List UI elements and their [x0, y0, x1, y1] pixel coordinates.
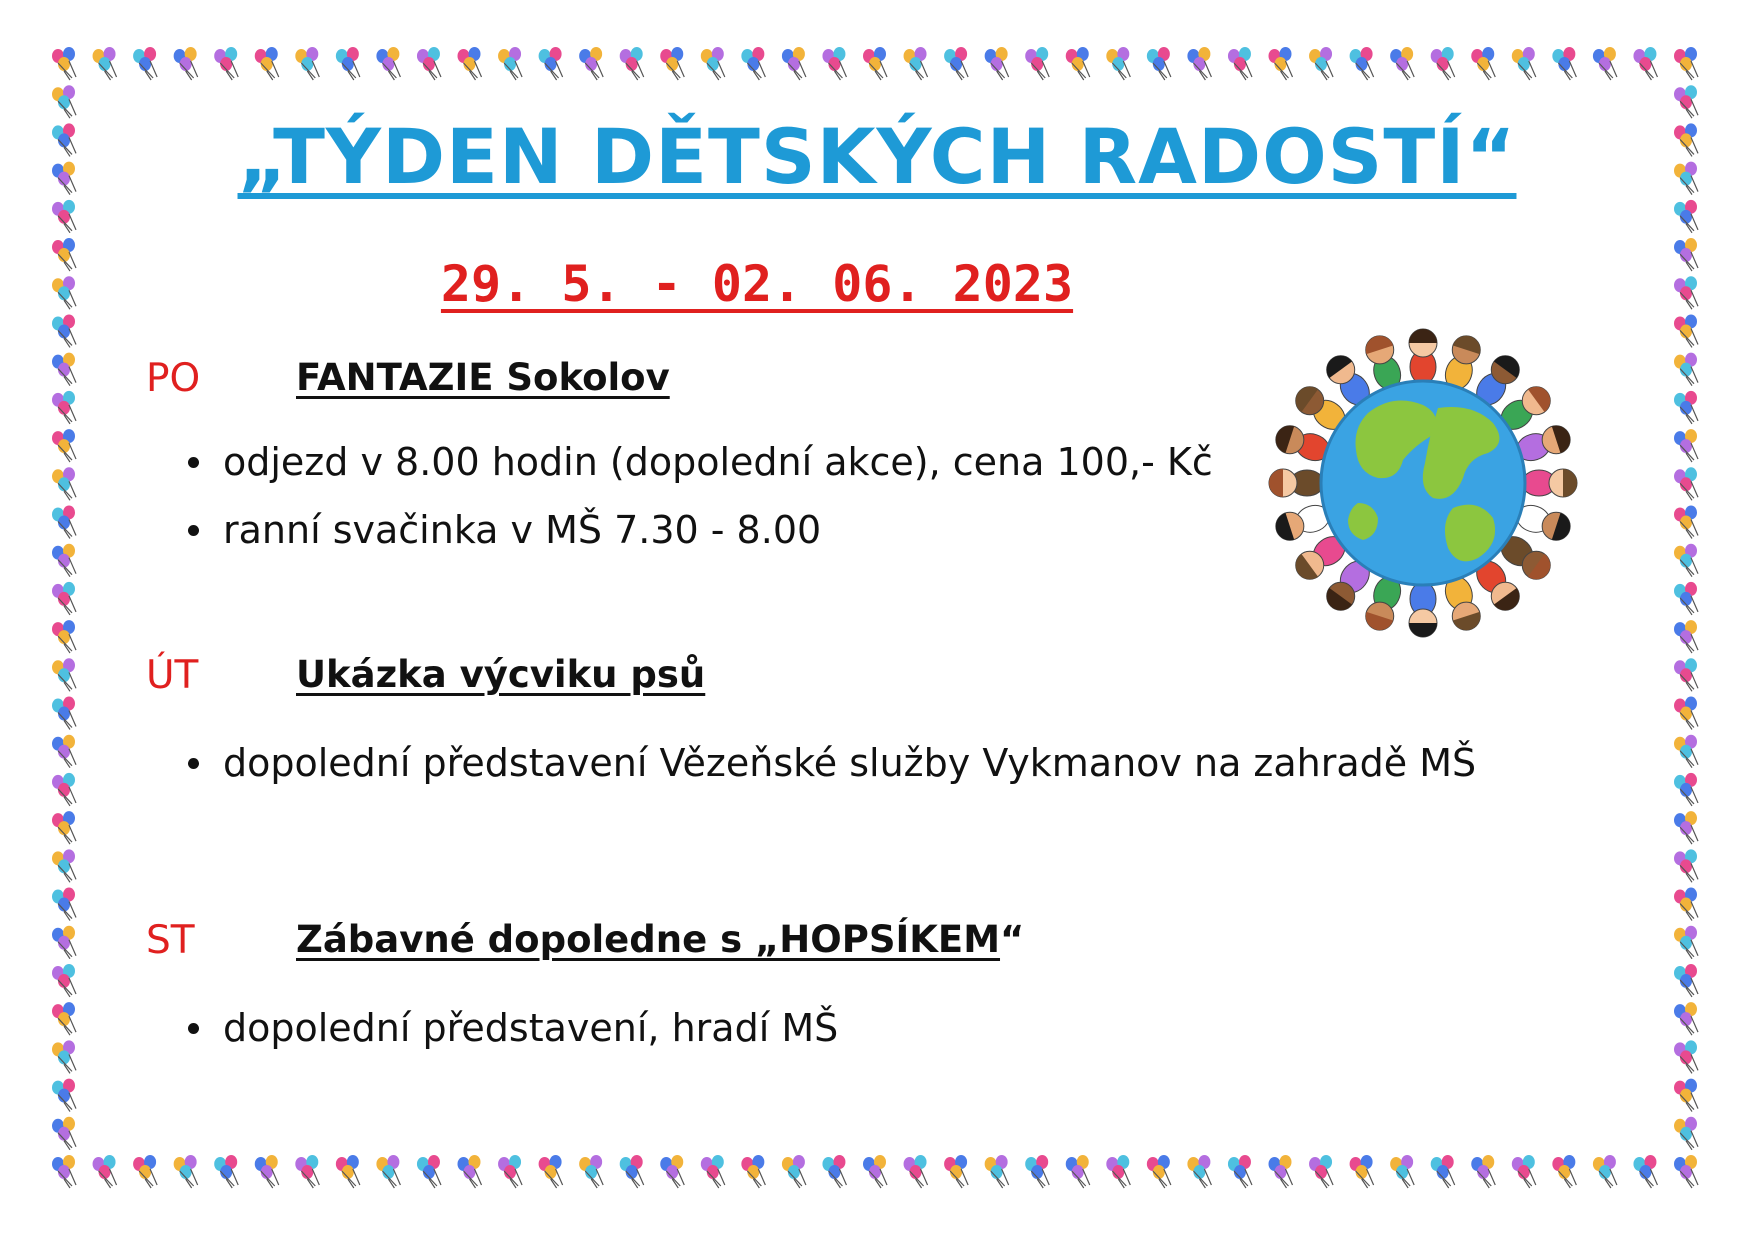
balloons-icon: [1674, 735, 1698, 768]
balloons-icon: [1512, 1155, 1536, 1188]
balloons-icon: [539, 1155, 563, 1188]
balloons-icon: [1512, 47, 1536, 80]
list-item-text: dopolední představení, hradí MŠ: [223, 1006, 839, 1050]
list-item-text: odjezd v 8.00 hodin (dopolední akce), cena 100,- Kč: [223, 440, 1213, 484]
day-label-tuesday: ÚT: [146, 653, 199, 698]
balloons-icon: [863, 1155, 887, 1188]
balloons-icon: [1187, 1155, 1211, 1188]
balloons-icon: [579, 1155, 603, 1188]
balloons-icon: [417, 1155, 441, 1188]
balloons-icon: [1593, 47, 1617, 80]
balloons-icon: [701, 1155, 725, 1188]
balloons-icon: [52, 1002, 76, 1035]
closing-quote: “: [1000, 918, 1025, 961]
balloons-icon: [579, 47, 603, 80]
balloons-icon: [1552, 47, 1576, 80]
list-item-text: ranní svačinka v MŠ 7.30 - 8.00: [223, 508, 822, 552]
balloons-icon: [1674, 47, 1698, 80]
balloons-icon: [1552, 1155, 1576, 1188]
balloons-icon: [52, 658, 76, 691]
balloons-icon: [1593, 1155, 1617, 1188]
balloons-icon: [52, 964, 76, 997]
balloons-icon: [1674, 620, 1698, 653]
balloons-icon: [1674, 1079, 1698, 1112]
balloons-icon: [52, 467, 76, 500]
balloons-icon: [376, 47, 400, 80]
balloons-icon: [52, 735, 76, 768]
balloons-icon: [214, 47, 238, 80]
balloons-icon: [1674, 811, 1698, 844]
balloons-icon: [376, 1155, 400, 1188]
balloons-icon: [1309, 1155, 1333, 1188]
balloons-icon: [1633, 1155, 1657, 1188]
balloons-icon: [1025, 1155, 1049, 1188]
balloons-icon: [133, 47, 157, 80]
balloons-icon: [295, 47, 319, 80]
children-around-globe-icon: [1248, 318, 1598, 648]
balloons-icon: [1187, 47, 1211, 80]
balloons-icon: [1674, 582, 1698, 615]
balloons-icon: [1633, 47, 1657, 80]
balloons-icon: [1106, 1155, 1130, 1188]
balloons-icon: [498, 1155, 522, 1188]
balloons-icon: [1674, 353, 1698, 386]
balloons-icon: [1106, 47, 1130, 80]
balloons-icon: [1674, 391, 1698, 424]
balloons-icon: [1431, 47, 1455, 80]
balloons-icon: [904, 1155, 928, 1188]
balloons-icon: [1228, 47, 1252, 80]
balloons-icon: [1674, 200, 1698, 233]
balloons-icon: [1674, 849, 1698, 882]
balloons-icon: [1350, 1155, 1374, 1188]
balloons-icon: [1147, 47, 1171, 80]
balloons-icon: [741, 47, 765, 80]
balloons-icon: [944, 47, 968, 80]
balloons-icon: [255, 47, 279, 80]
balloons-icon: [52, 888, 76, 921]
balloons-icon: [1431, 1155, 1455, 1188]
event-title-wednesday: Zábavné dopoledne s „HOPSÍKEM“: [296, 918, 1025, 961]
balloons-icon: [174, 1155, 198, 1188]
balloons-icon: [52, 47, 76, 80]
balloons-icon: [52, 429, 76, 462]
balloons-icon: [52, 1155, 76, 1188]
balloons-icon: [660, 47, 684, 80]
balloons-icon: [1350, 47, 1374, 80]
balloons-icon: [1471, 47, 1495, 80]
balloons-icon: [1066, 1155, 1090, 1188]
balloons-icon: [255, 1155, 279, 1188]
balloons-icon: [1674, 1155, 1698, 1188]
balloons-icon: [620, 1155, 644, 1188]
balloons-icon: [1674, 964, 1698, 997]
balloons-icon: [1674, 1002, 1698, 1035]
balloons-icon: [660, 1155, 684, 1188]
balloons-icon: [1674, 773, 1698, 806]
balloons-icon: [52, 849, 76, 882]
balloons-icon: [214, 1155, 238, 1188]
balloons-icon: [782, 1155, 806, 1188]
balloons-icon: [336, 47, 360, 80]
balloons-icon: [52, 773, 76, 806]
date-range: 29. 5. - 02. 06. 2023: [440, 255, 1074, 313]
balloons-icon: [1674, 1117, 1698, 1150]
balloons-icon: [52, 1040, 76, 1073]
balloons-icon: [1309, 47, 1333, 80]
day-label-wednesday: ST: [146, 918, 195, 963]
balloons-icon: [1066, 47, 1090, 80]
balloons-icon: [985, 1155, 1009, 1188]
balloons-icon: [620, 47, 644, 80]
bullet-icon: [188, 1023, 199, 1034]
list-item-text: dopolední představení Vězeňské služby Vykmanov na zahradě MŠ: [223, 741, 1477, 785]
balloons-icon: [52, 200, 76, 233]
balloons-icon: [1674, 926, 1698, 959]
balloons-icon: [741, 1155, 765, 1188]
balloons-icon: [1674, 888, 1698, 921]
balloons-icon: [498, 47, 522, 80]
balloons-icon: [1269, 47, 1293, 80]
balloons-icon: [1269, 1155, 1293, 1188]
balloons-icon: [539, 47, 563, 80]
balloons-icon: [985, 47, 1009, 80]
list-item: [188, 1006, 838, 1050]
balloons-icon: [52, 314, 76, 347]
balloons-icon: [52, 505, 76, 538]
balloons-icon: [1674, 314, 1698, 347]
balloons-icon: [93, 47, 117, 80]
event-title-monday: FANTAZIE Sokolov: [296, 356, 670, 399]
balloons-icon: [944, 1155, 968, 1188]
balloons-icon: [52, 811, 76, 844]
bullet-icon: [188, 525, 199, 536]
balloons-icon: [174, 47, 198, 80]
bullet-icon: [188, 457, 199, 468]
event-title-tuesday: Ukázka výcviku psů: [296, 653, 706, 696]
balloons-icon: [1674, 697, 1698, 730]
balloons-icon: [1025, 47, 1049, 80]
balloons-icon: [52, 697, 76, 730]
balloons-icon: [336, 1155, 360, 1188]
list-item: [188, 508, 821, 552]
balloons-icon: [52, 926, 76, 959]
balloons-icon: [1674, 505, 1698, 538]
balloons-icon: [782, 47, 806, 80]
balloons-icon: [295, 1155, 319, 1188]
balloons-icon: [1674, 544, 1698, 577]
balloons-icon: [822, 47, 846, 80]
balloons-icon: [904, 47, 928, 80]
balloons-icon: [458, 1155, 482, 1188]
balloons-icon: [1674, 429, 1698, 462]
list-item: [188, 440, 1213, 484]
balloons-icon: [52, 582, 76, 615]
page-title: „TÝDEN DĚTSKÝCH RADOSTÍ“: [237, 112, 1517, 201]
balloons-icon: [52, 1117, 76, 1150]
list-item: [188, 741, 1476, 785]
balloons-icon: [863, 47, 887, 80]
balloons-icon: [133, 1155, 157, 1188]
balloons-icon: [93, 1155, 117, 1188]
balloons-icon: [822, 1155, 846, 1188]
balloons-icon: [1471, 1155, 1495, 1188]
day-label-monday: PO: [146, 356, 201, 401]
balloons-icon: [52, 544, 76, 577]
balloons-icon: [52, 1079, 76, 1112]
balloons-icon: [52, 353, 76, 386]
balloons-icon: [1390, 1155, 1414, 1188]
balloons-icon: [1674, 1040, 1698, 1073]
balloons-icon: [1228, 1155, 1252, 1188]
balloons-icon: [701, 47, 725, 80]
balloons-icon: [52, 620, 76, 653]
balloons-icon: [458, 47, 482, 80]
balloons-icon: [1390, 47, 1414, 80]
balloons-icon: [417, 47, 441, 80]
balloons-icon: [52, 391, 76, 424]
balloons-icon: [1674, 658, 1698, 691]
bullet-icon: [188, 758, 199, 769]
balloons-icon: [1147, 1155, 1171, 1188]
balloons-icon: [1674, 467, 1698, 500]
